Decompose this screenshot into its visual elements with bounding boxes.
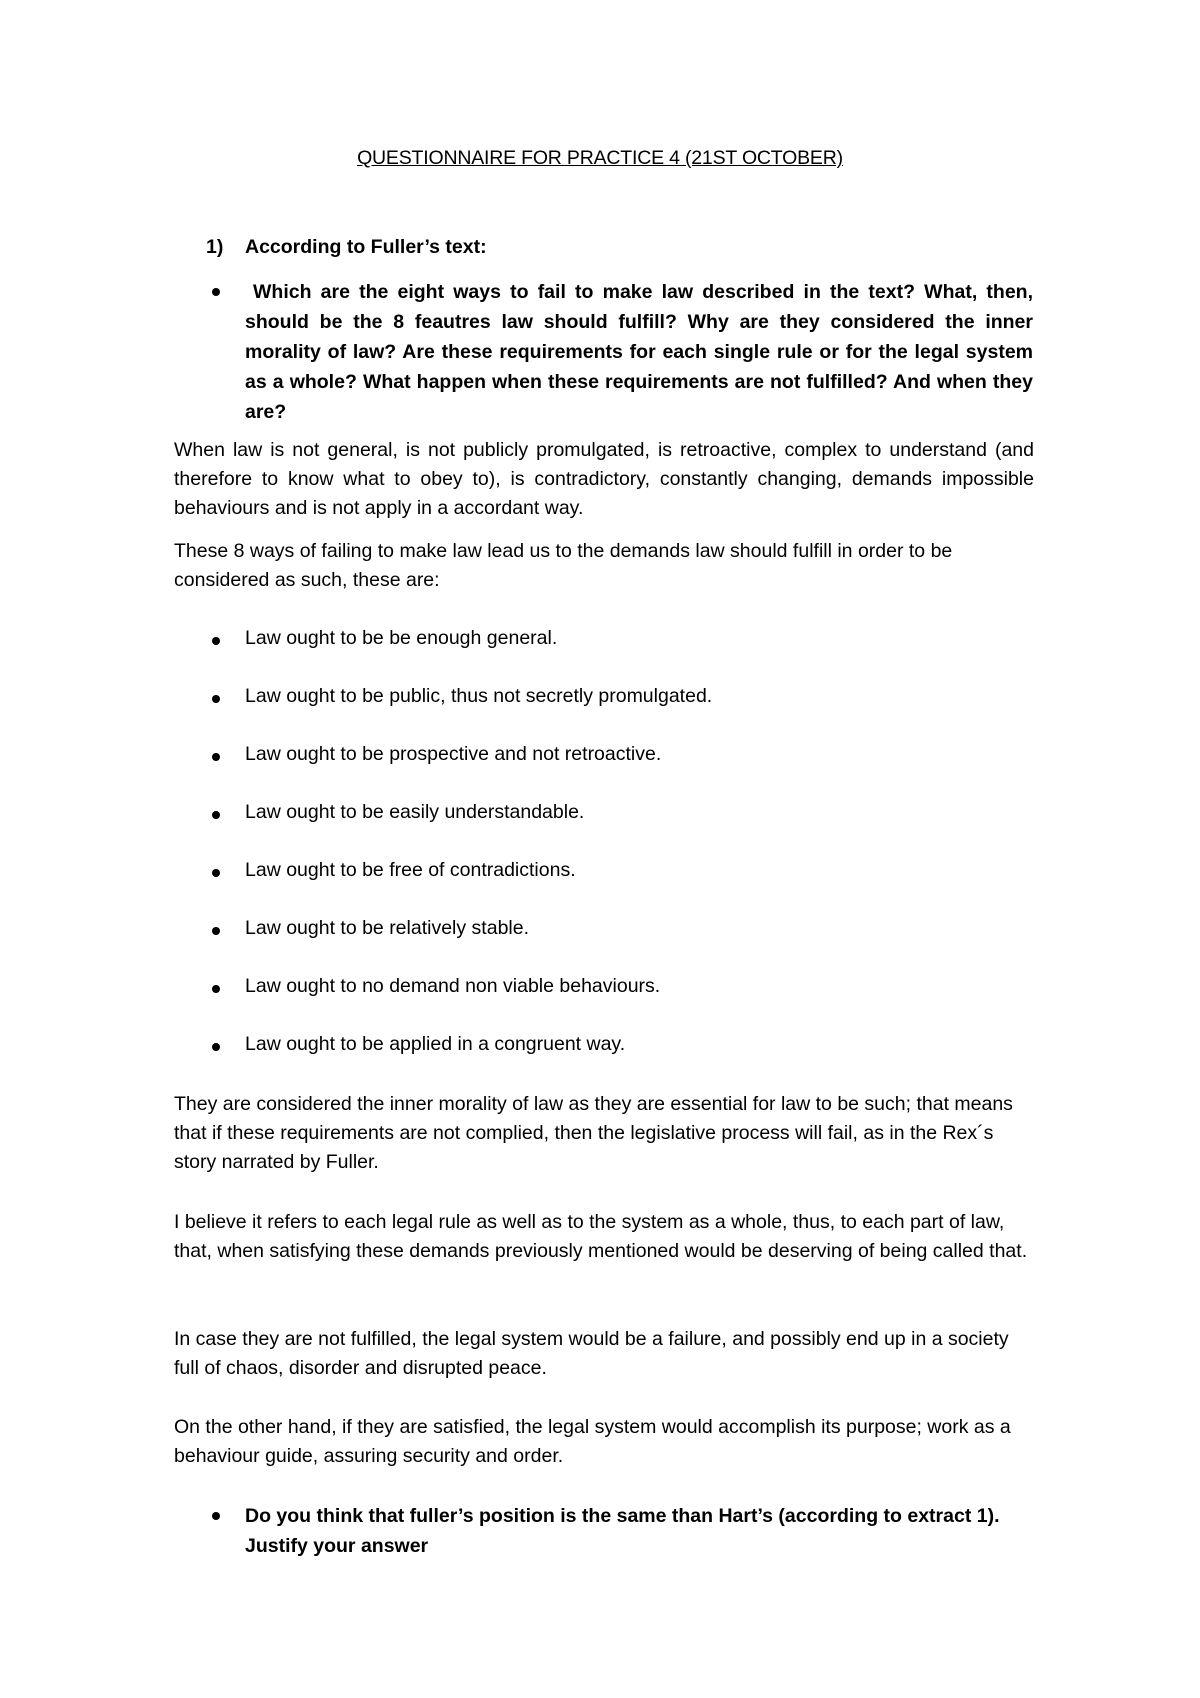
answer-paragraph: When law is not general, is not publicly promulgated, is retroactive, complex to understand (and therefore to know what to obey to), is contradictory, constantly changing, demands impossible behaviours and is not apply in a accordant way.: [174, 439, 1034, 519]
sub-question-1: Which are the eight ways to fail to make law described in the text? What, then, should be the 8 feautres law should fulfill? Why are they considered the inner morality of law? Are these requirements for each single rule or for the legal system as a whole? What happen when these requirements are not fulfilled? And when they are?: [245, 281, 1033, 423]
bullet-icon: [212, 288, 220, 296]
list-item-text: Law ought to be relatively stable.: [245, 917, 530, 939]
list-item-text: Law ought to be public, thus not secretly promulgated.: [245, 685, 713, 707]
answer-paragraph: On the other hand, if they are satisfied, the legal system would accomplish its purpose; work as a behaviour guide, assuring security and order.: [174, 1416, 1011, 1467]
list-item: [206, 1033, 1026, 1063]
bullet-icon: [212, 985, 220, 993]
bullet-icon: [212, 695, 220, 703]
list-item-text: Law ought to be be enough general.: [245, 627, 558, 649]
list-item-text: Law ought to be applied in a congruent way.: [245, 1033, 626, 1055]
answer-paragraph: I believe it refers to each legal rule as well as to the system as a whole, thus, to each part of law, that, when satisfying these demands previously mentioned would be deserving of being called that.: [174, 1211, 1028, 1262]
list-item: [206, 917, 1026, 947]
list-item: [206, 627, 1026, 657]
question-2: Do you think that fuller’s position is the same than Hart’s (according to extract 1). Justify your answer: [245, 1505, 1000, 1557]
answer-paragraph: They are considered the inner morality of law as they are essential for law to be such; that means that if these requirements are not complied, then the legislative process will fail, as in the Rex´s story narrated by Fuller.: [174, 1093, 1013, 1173]
bullet-icon: [212, 1043, 220, 1051]
list-item-text: Law ought to be prospective and not retroactive.: [245, 743, 662, 765]
answer-paragraph: In case they are not fulfilled, the legal system would be a failure, and possibly end up in a society full of chaos, disorder and disrupted peace.: [174, 1328, 1009, 1379]
list-item: [206, 975, 1026, 1005]
list-item: [206, 801, 1026, 831]
question-number: 1): [206, 236, 224, 258]
bullet-icon: [212, 869, 220, 877]
question-heading: According to Fuller’s text:: [245, 236, 487, 258]
list-item-text: Law ought to be free of contradictions.: [245, 859, 576, 881]
bullet-icon: [212, 637, 220, 645]
bullet-icon: [212, 927, 220, 935]
list-item: [206, 685, 1026, 715]
list-item-text: Law ought to be easily understandable.: [245, 801, 585, 823]
bullet-icon: [212, 753, 220, 761]
list-item: [206, 859, 1026, 889]
bullet-icon: [212, 811, 220, 819]
answer-paragraph: These 8 ways of failing to make law lead us to the demands law should fulfill in order to be considered as such, these are:: [174, 540, 953, 591]
list-item-text: Law ought to no demand non viable behaviours.: [245, 975, 661, 997]
list-item: [206, 743, 1026, 773]
page-title: QUESTIONNAIRE FOR PRACTICE 4 (21ST OCTOBER): [357, 147, 843, 169]
bullet-icon: [212, 1512, 220, 1520]
